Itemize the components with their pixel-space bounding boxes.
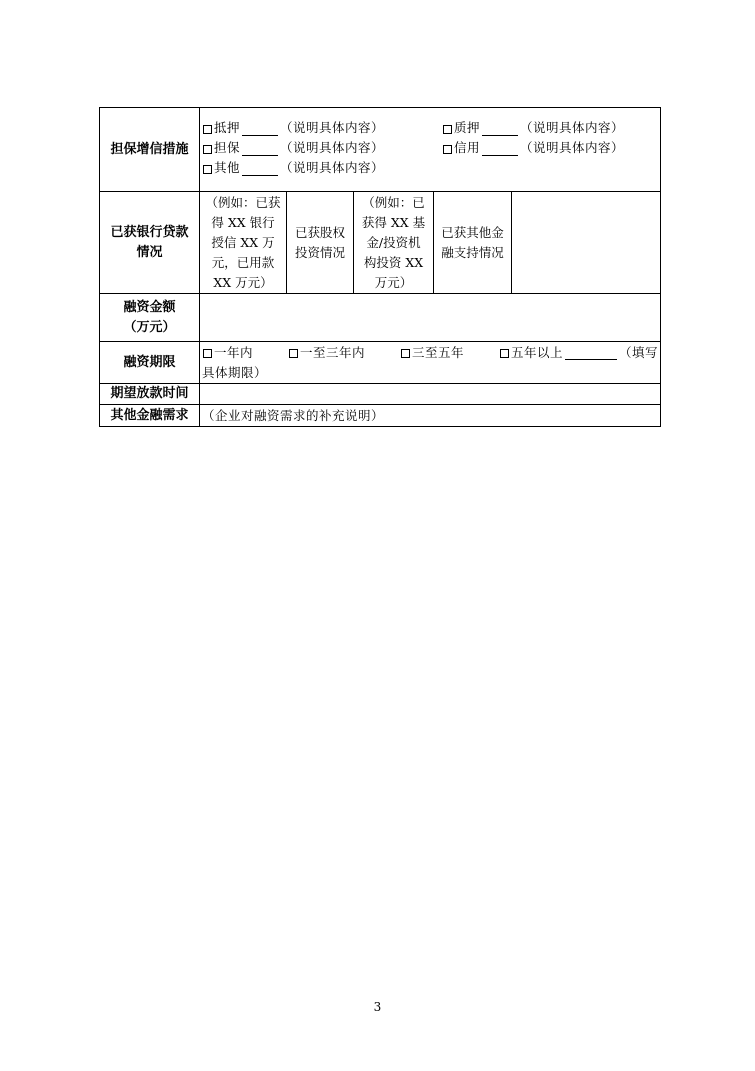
checkbox-icon[interactable] xyxy=(289,349,298,358)
amount-row xyxy=(100,294,661,342)
term-line-2: 具体期限） xyxy=(202,364,268,380)
obtained-financing-row xyxy=(100,192,661,294)
fill-blank[interactable] xyxy=(242,161,278,176)
term-options xyxy=(200,342,661,384)
guarantee-row xyxy=(100,108,661,192)
term-row xyxy=(100,342,661,384)
checkbox-icon[interactable] xyxy=(500,349,509,358)
fill-blank[interactable] xyxy=(482,141,518,156)
fill-blank[interactable] xyxy=(565,345,617,360)
option-other[interactable]: 其他 （说明具体内容） xyxy=(202,158,384,178)
option-one-to-three-years[interactable]: 一至三年内 xyxy=(288,343,365,363)
option-three-to-five-years[interactable]: 三至五年 xyxy=(400,343,464,363)
amount-value[interactable] xyxy=(200,294,661,342)
checkbox-icon[interactable] xyxy=(203,145,212,154)
amount-label: 融资金额 （万元） xyxy=(100,294,200,342)
financing-form-table xyxy=(99,107,661,427)
guarantee-line-3 xyxy=(202,158,658,178)
other-needs-row xyxy=(100,405,661,427)
equity-investment-label: 已获股权 投资情况 xyxy=(287,192,354,294)
other-needs-label: 其他金融需求 xyxy=(100,405,200,427)
other-financial-support-label: 已获其他金 融支持情况 xyxy=(434,192,512,294)
option-credit[interactable]: 信用 （说明具体内容） xyxy=(442,138,624,158)
guarantee-line-1 xyxy=(202,118,658,138)
other-needs-value[interactable]: （企业对融资需求的补充说明） xyxy=(200,405,661,427)
term-label: 融资期限 xyxy=(100,342,200,384)
page-number: 3 xyxy=(373,1000,382,1014)
guarantee-line-2 xyxy=(202,138,658,158)
obtained-loan-label: 已获银行贷款 情况 xyxy=(100,192,200,294)
checkbox-icon[interactable] xyxy=(401,349,410,358)
guarantee-label: 担保增信措施 xyxy=(100,108,200,192)
checkbox-icon[interactable] xyxy=(443,125,452,134)
equity-investment-example[interactable]: （例如：已 获得 XX 基 金/投资机 构投资 XX 万元） xyxy=(354,192,434,294)
option-within-one-year[interactable]: 一年内 xyxy=(202,343,253,363)
fill-blank[interactable] xyxy=(242,141,278,156)
loan-time-value[interactable] xyxy=(200,384,661,405)
fill-blank[interactable] xyxy=(242,121,278,136)
checkbox-icon[interactable] xyxy=(203,125,212,134)
bank-loan-example[interactable]: （例如：已获 得 XX 银行 授信 XX 万 元，已用款 XX 万元） xyxy=(200,192,287,294)
option-guarantee[interactable]: 担保 （说明具体内容） xyxy=(202,138,442,158)
option-pledge[interactable]: 质押 （说明具体内容） xyxy=(442,118,624,138)
option-over-five-years[interactable]: 五年以上 （填写 xyxy=(499,343,658,363)
loan-time-row xyxy=(100,384,661,405)
term-line-1 xyxy=(202,343,658,363)
guarantee-options xyxy=(200,108,661,192)
option-mortgage[interactable]: 抵押 （说明具体内容） xyxy=(202,118,442,138)
checkbox-icon[interactable] xyxy=(203,349,212,358)
loan-time-label: 期望放款时间 xyxy=(100,384,200,405)
checkbox-icon[interactable] xyxy=(203,165,212,174)
other-financial-support-value[interactable] xyxy=(512,192,661,294)
fill-blank[interactable] xyxy=(482,121,518,136)
checkbox-icon[interactable] xyxy=(443,145,452,154)
